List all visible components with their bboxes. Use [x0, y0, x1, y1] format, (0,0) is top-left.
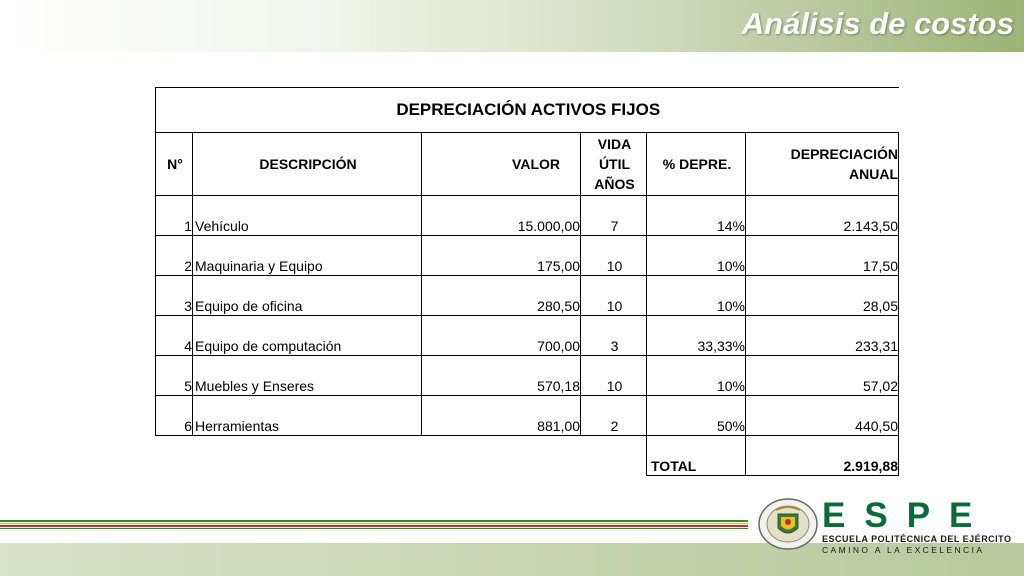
depreciation-table-container — [155, 87, 899, 476]
brand-letters: ESPE — [822, 496, 992, 535]
cell-useful-life: 10 — [581, 356, 647, 396]
cell-annual-depreciation: 233,31 — [746, 316, 899, 356]
footer-stripes — [0, 520, 748, 532]
stripe-red — [0, 525, 748, 527]
cell-description: Herramientas — [193, 396, 422, 436]
cell-annual-depreciation: 57,02 — [746, 356, 899, 396]
stripe-yellow — [0, 523, 748, 524]
col-header-annual-depreciation — [746, 133, 899, 196]
total-value: 2.919,88 — [746, 436, 899, 476]
cell-rate: 10% — [647, 356, 746, 396]
table-row — [156, 276, 899, 316]
cell-rate: 10% — [647, 236, 746, 276]
school-seal-icon — [758, 498, 818, 550]
cell-number: 1 — [156, 196, 193, 236]
school-name: ESCUELA POLITÉCNICA DEL EJÉRCITO — [822, 534, 1012, 544]
cell-description: Muebles y Enseres — [193, 356, 422, 396]
cell-number: 3 — [156, 276, 193, 316]
table-row — [156, 196, 899, 236]
table-row — [156, 236, 899, 276]
col-header-useful-life-line3: AÑOS — [594, 176, 635, 192]
cell-annual-depreciation: 2.143,50 — [746, 196, 899, 236]
column-header-row — [156, 133, 899, 196]
total-row — [156, 436, 899, 476]
cell-value: 280,50 — [422, 276, 581, 316]
brand-text — [822, 496, 1022, 555]
depreciation-table — [155, 87, 899, 476]
cell-value: 570,18 — [422, 356, 581, 396]
col-header-number: N° — [156, 133, 193, 196]
cell-number: 5 — [156, 356, 193, 396]
cell-rate: 10% — [647, 276, 746, 316]
table-row — [156, 316, 899, 356]
cell-useful-life: 10 — [581, 236, 647, 276]
stripe-green — [0, 520, 748, 522]
col-header-useful-life-line1: VIDA — [597, 136, 632, 152]
cell-value: 700,00 — [422, 316, 581, 356]
cell-useful-life: 7 — [581, 196, 647, 236]
cell-description: Equipo de oficina — [193, 276, 422, 316]
total-spacer — [156, 436, 647, 476]
school-motto: CAMINO A LA EXCELENCIA — [822, 545, 985, 555]
cell-rate: 50% — [647, 396, 746, 436]
cell-annual-depreciation: 17,50 — [746, 236, 899, 276]
cell-annual-depreciation: 440,50 — [746, 396, 899, 436]
col-header-annual-depreciation-line2: ANUAL — [849, 166, 898, 182]
col-header-annual-depreciation-line1: DEPRECIACIÓN — [790, 146, 898, 162]
table-caption: DEPRECIACIÓN ACTIVOS FIJOS — [156, 88, 899, 133]
cell-description: Vehículo — [193, 196, 422, 236]
cell-useful-life: 10 — [581, 276, 647, 316]
cell-number: 2 — [156, 236, 193, 276]
cell-useful-life: 3 — [581, 316, 647, 356]
col-header-description: DESCRIPCIÓN — [193, 133, 422, 196]
cell-number: 6 — [156, 396, 193, 436]
cell-annual-depreciation: 28,05 — [746, 276, 899, 316]
table-row — [156, 356, 899, 396]
cell-value: 881,00 — [422, 396, 581, 436]
col-header-useful-life — [581, 133, 647, 196]
cell-useful-life: 2 — [581, 396, 647, 436]
cell-value: 15.000,00 — [422, 196, 581, 236]
cell-description: Maquinaria y Equipo — [193, 236, 422, 276]
col-header-rate: % DEPRE. — [647, 133, 746, 196]
cell-description: Equipo de computación — [193, 316, 422, 356]
col-header-value: VALOR — [422, 133, 581, 196]
col-header-useful-life-line2: ÚTIL — [598, 156, 631, 172]
cell-rate: 14% — [647, 196, 746, 236]
cell-value: 175,00 — [422, 236, 581, 276]
cell-number: 4 — [156, 316, 193, 356]
table-row — [156, 396, 899, 436]
slide-title: Análisis de costos — [741, 6, 1014, 41]
espe-logo — [752, 498, 1024, 554]
total-label: TOTAL — [647, 436, 746, 476]
cell-rate: 33,33% — [647, 316, 746, 356]
stripe-green-thin — [0, 528, 748, 529]
